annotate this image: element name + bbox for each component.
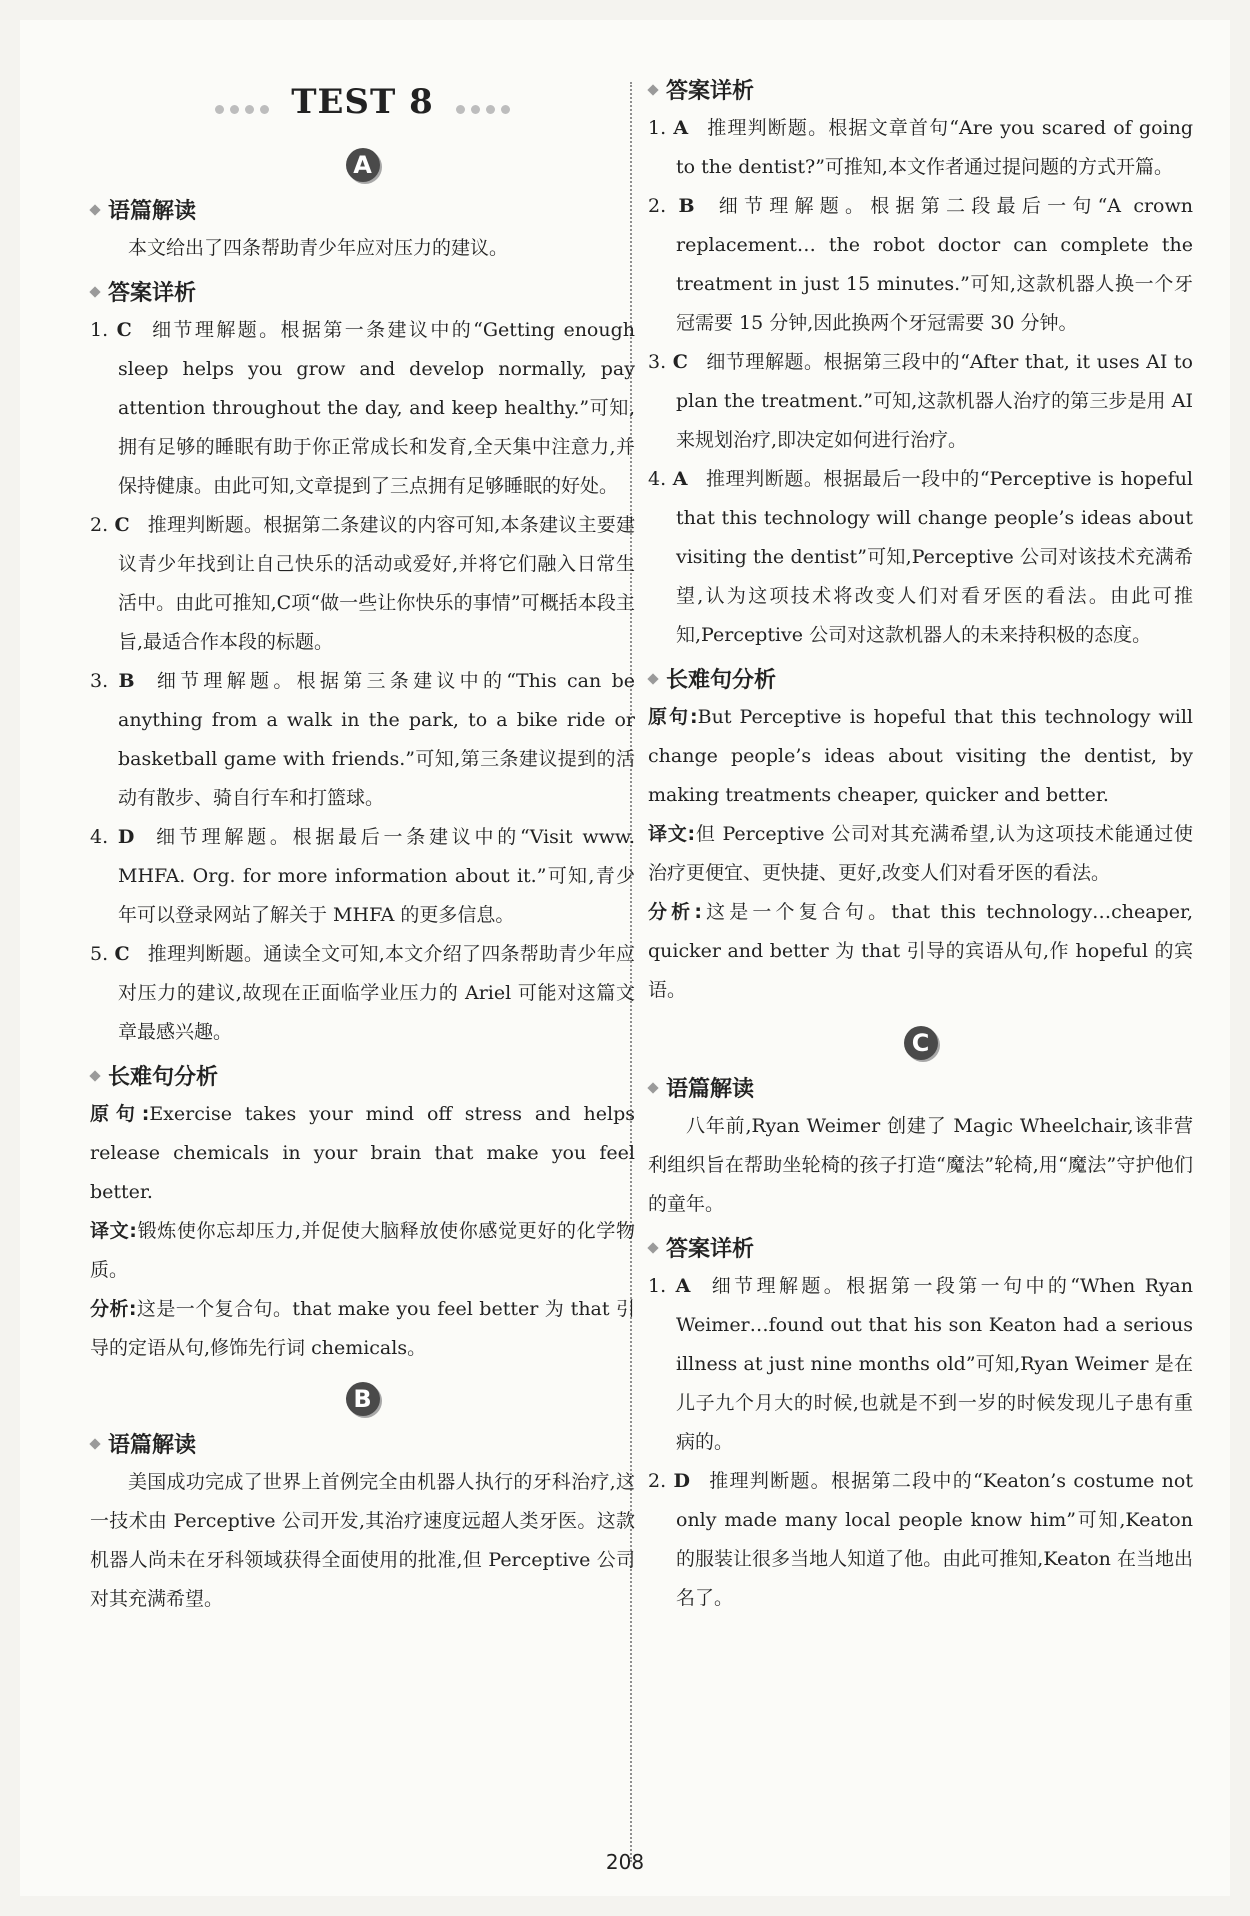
answer-item xyxy=(648,460,1193,655)
answer-letter: C xyxy=(114,514,130,536)
section-heading-answers: 答案详析 xyxy=(90,276,635,307)
answer-number: 4. xyxy=(90,826,109,848)
section-heading-reading: 语篇解读 xyxy=(90,194,635,225)
answer-explanation: 细节理解题。根据最后一条建议中的“Visit www. MHFA. Org. for more information about it.”可知,青少年可以登录网站了解关于 MHFA 的更多信息。 xyxy=(118,826,635,926)
answer-number: 2. xyxy=(90,514,109,536)
answer-explanation: 细节理解题。根据第三条建议中的“This can be anything from a walk in the park, to a bike ride or basketball game with friends.”可知,第三条建议提到的活动有散步、骑自行车和打篮球。 xyxy=(118,670,635,809)
section-b-badge: B xyxy=(346,1382,380,1416)
diamond-bullet-icon xyxy=(647,673,658,684)
section-heading-long-sentence-b: 长难句分析 xyxy=(648,663,1193,694)
left-column xyxy=(90,20,635,1619)
answer-letter: D xyxy=(673,1470,690,1492)
answer-list-c xyxy=(648,1267,1193,1618)
answer-explanation: 细节理解题。根据第二段最后一句“A crown replacement… the robot doctor can complete the treatment in just 15 minutes.”可知,这款机器人换一个牙冠需要 15 分钟,因此换两个牙冠需要 30 分钟。 xyxy=(676,195,1193,334)
answer-explanation: 细节理解题。根据第三段中的“After that, it uses AI to plan the treatment.”可知,这款机器人治疗的第三步是用 AI 来规划治疗,即决定如何进行治疗。 xyxy=(676,351,1193,451)
answer-explanation: 细节理解题。根据第一段第一句中的“When Ryan Weimer…found out that his son Keaton had a serious illness at just nine months old”可知,Ryan Weimer 是在儿子九个月大的时候,也就是不到一岁的时候发现儿子患有重病的。 xyxy=(676,1275,1193,1453)
passage-summary: 本文给出了四条帮助青少年应对压力的建议。 xyxy=(128,237,509,259)
answer-number: 3. xyxy=(90,670,109,692)
answer-number: 1. xyxy=(90,319,109,341)
answer-letter: C xyxy=(116,319,132,341)
section-heading-long-sentence: 长难句分析 xyxy=(90,1060,635,1091)
answer-list-b xyxy=(648,109,1193,655)
diamond-bullet-icon xyxy=(647,1242,658,1253)
translation: 译文:锻炼使你忘却压力,并促使大脑释放使你感觉更好的化学物质。 xyxy=(90,1220,635,1281)
answer-explanation: 推理判断题。通读全文可知,本文介绍了四条帮助青少年应对压力的建议,故现在正面临学业压力的 Ariel 可能对这篇文章最感兴趣。 xyxy=(118,943,635,1043)
section-heading-reading-c: 语篇解读 xyxy=(648,1072,1193,1103)
title-dots-right xyxy=(453,99,513,118)
section-c-badge: C xyxy=(904,1026,938,1060)
answer-list-a xyxy=(90,311,635,1052)
section-a-badge: A xyxy=(346,148,380,182)
section-heading-reading-b: 语篇解读 xyxy=(90,1428,635,1459)
answer-item xyxy=(648,343,1193,460)
answer-explanation: 细节理解题。根据第一条建议中的“Getting enough sleep helps you grow and develop normally, pay attention throughout the day, and keep healthy.”可知,拥有足够的睡眠有助于你正常成长和发育,全天集中注意力,并保持健康。由此可知,文章提到了三点拥有足够睡眠的好处。 xyxy=(118,319,636,497)
answer-item xyxy=(648,187,1193,343)
answer-number: 2. xyxy=(648,1470,667,1492)
answer-number: 5. xyxy=(90,943,109,965)
diamond-bullet-icon xyxy=(647,1082,658,1093)
answer-item xyxy=(90,935,635,1052)
answer-letter: A xyxy=(672,468,688,490)
original-sentence-b: 原句:But Perceptive is hopeful that this technology will change people’s ideas about visiting the dentist, by making treatments cheaper, quicker and better. xyxy=(648,706,1193,806)
answer-number: 2. xyxy=(648,195,667,217)
answer-item xyxy=(648,109,1193,187)
title-dots-left xyxy=(212,99,272,118)
answer-explanation: 推理判断题。根据最后一段中的“Perceptive is hopeful that this technology will change people’s ideas about visiting the dentist”可知,Perceptive 公司对该技术充满希望,认为这项技术将改变人们对看牙医的看法。由此可推知,Perceptive 公司对这款机器人的未来持积极的态度。 xyxy=(676,468,1194,646)
original-sentence: 原句:Exercise takes your mind off stress and helps release chemicals in your brain that make you feel better. xyxy=(90,1103,635,1203)
passage-summary-c: 八年前,Ryan Weimer 创建了 Magic Wheelchair,该非营利组织旨在帮助坐轮椅的孩子打造“魔法”轮椅,用“魔法”守护他们的童年。 xyxy=(648,1115,1193,1215)
answer-number: 3. xyxy=(648,351,667,373)
section-heading-answers-b: 答案详析 xyxy=(648,74,1193,105)
test-title-row xyxy=(90,82,635,142)
diamond-bullet-icon xyxy=(89,1070,100,1081)
answer-explanation: 推理判断题。根据第二条建议的内容可知,本条建议主要建议青少年找到让自己快乐的活动或爱好,并将它们融入日常生活中。由此可推知,C项“做一些让你快乐的事情”可概括本段主旨,最适合作本段的标题。 xyxy=(118,514,635,653)
answer-item xyxy=(90,662,635,818)
answer-item xyxy=(90,818,635,935)
diamond-bullet-icon xyxy=(89,286,100,297)
answer-letter: D xyxy=(117,826,135,848)
answer-letter: B xyxy=(678,195,695,217)
diamond-bullet-icon xyxy=(89,204,100,215)
answer-letter: A xyxy=(673,117,689,139)
answer-item xyxy=(648,1267,1193,1462)
right-column xyxy=(648,66,1193,1618)
diamond-bullet-icon xyxy=(89,1438,100,1449)
answer-letter: C xyxy=(672,351,688,373)
answer-explanation: 推理判断题。根据文章首句“Are you scared of going to the dentist?”可推知,本文作者通过提问题的方式开篇。 xyxy=(676,117,1194,178)
page xyxy=(20,20,1230,1896)
analysis: 分析:这是一个复合句。that make you feel better 为 that 引导的定语从句,修饰先行词 chemicals。 xyxy=(90,1298,635,1359)
passage-summary-b: 美国成功完成了世界上首例完全由机器人执行的牙科治疗,这一技术由 Perceptive 公司开发,其治疗速度远超人类牙医。这款机器人尚未在牙科领域获得全面使用的批准,但 Perceptive 公司对其充满希望。 xyxy=(90,1471,635,1610)
translation-b: 译文:但 Perceptive 公司对其充满希望,认为这项技术能通过使治疗更便宜、更快捷、更好,改变人们对看牙医的看法。 xyxy=(648,823,1193,884)
page-number: 208 xyxy=(605,1850,645,1874)
section-heading-answers-c: 答案详析 xyxy=(648,1232,1193,1263)
answer-number: 1. xyxy=(648,117,667,139)
answer-number: 4. xyxy=(648,468,667,490)
answer-item xyxy=(648,1462,1193,1618)
answer-letter: A xyxy=(675,1275,691,1297)
page-title: TEST 8 xyxy=(291,82,434,122)
answer-letter: B xyxy=(118,670,135,692)
diamond-bullet-icon xyxy=(647,84,658,95)
answer-explanation: 推理判断题。根据第二段中的“Keaton’s costume not only made many local people know him”可知,Keaton 的服装让很多当地人知道了他。由此可推知,Keaton 在当地出名了。 xyxy=(676,1470,1193,1609)
answer-number: 1. xyxy=(648,1275,667,1297)
answer-item xyxy=(90,311,635,506)
answer-item xyxy=(90,506,635,662)
answer-letter: C xyxy=(114,943,130,965)
analysis-b: 分析:这是一个复合句。that this technology…cheaper, quicker and better 为 that 引导的宾语从句,作 hopeful 的宾语。 xyxy=(648,901,1193,1001)
